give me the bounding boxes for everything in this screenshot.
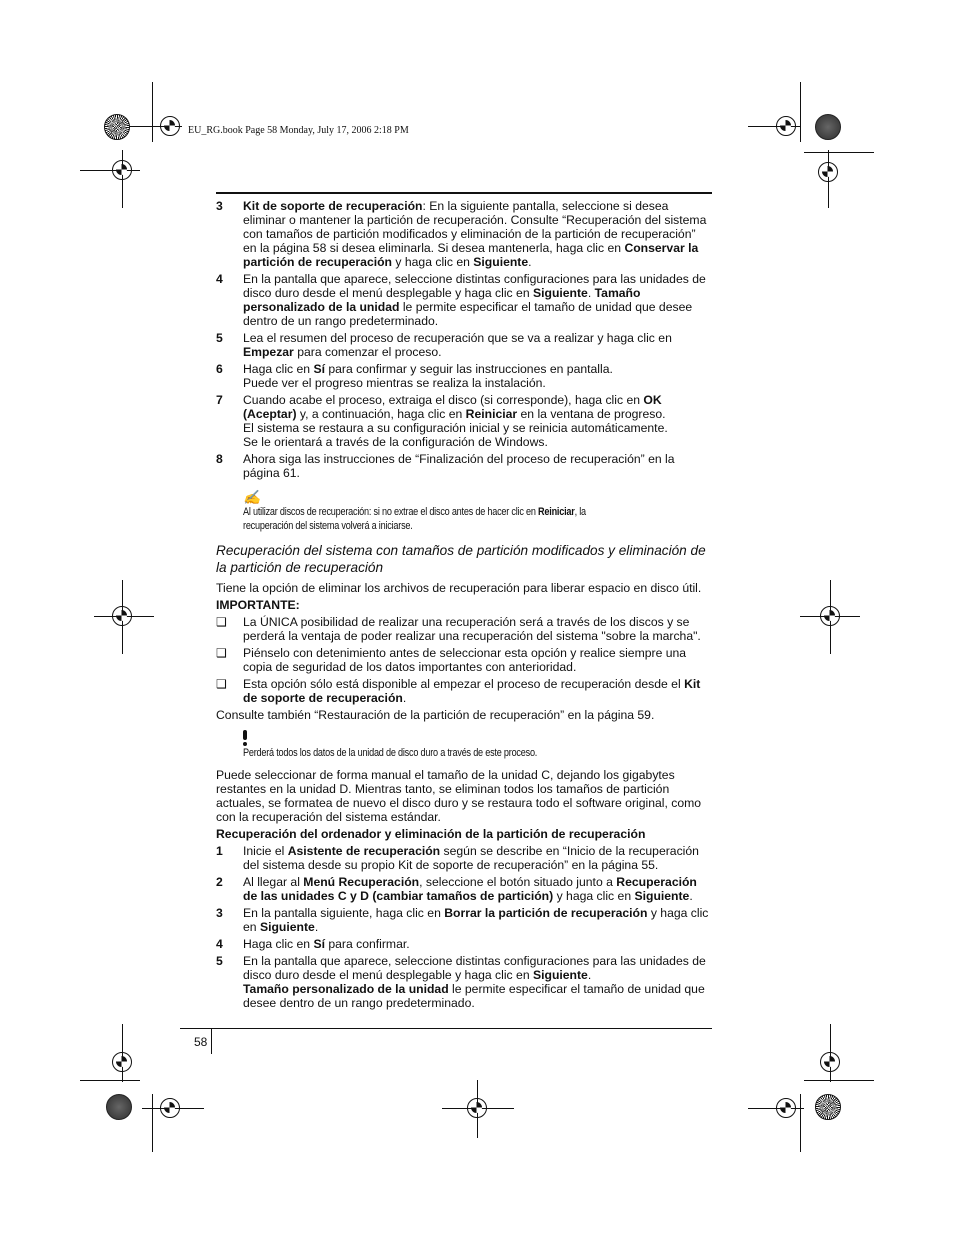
page-content [216, 199, 712, 1013]
registration-target-icon [112, 606, 132, 626]
step-text: Inicie el Asistente de recuperación según se describe en “Inicio de la recuperación del sistema desde su propio Kit de soporte de recuperación” en la página 55. [243, 844, 699, 872]
step-number: 4 [216, 937, 223, 951]
step-item [216, 199, 712, 269]
registration-target-icon [820, 606, 840, 626]
step-item [216, 844, 712, 872]
step-item [216, 393, 712, 449]
step-item [216, 875, 712, 903]
warning-block [243, 730, 712, 760]
registration-target-icon [818, 162, 838, 182]
warning-exclamation-icon [243, 730, 247, 746]
bullet-text: Piénselo con detenimiento antes de seleccionar esta opción y realice siempre una copia de seguridad de los datos importantes con anterioridad. [243, 646, 687, 674]
starburst-mark-icon [104, 114, 130, 140]
section-title: Recuperación del sistema con tamaños de partición modificados y eliminación de la partición de recuperación [216, 543, 706, 575]
print-header: EU_RG.book Page 58 Monday, July 17, 2006 2:18 PM [188, 125, 409, 136]
step-number: 3 [216, 199, 223, 213]
checkbox-bullet-icon: ❑ [216, 646, 227, 660]
bullet-item [216, 615, 712, 643]
step-number: 6 [216, 362, 223, 376]
step-number: 7 [216, 393, 223, 407]
registration-target-icon [776, 1098, 796, 1118]
important-label: IMPORTANTE: [216, 598, 300, 612]
step-item [216, 272, 712, 328]
bullet-item [216, 677, 712, 705]
subsection-heading: Recuperación del ordenador y eliminación de la partición de recuperación [216, 827, 646, 841]
step-number: 4 [216, 272, 223, 286]
steps-list-a [216, 199, 712, 480]
step-text: Kit de soporte de recuperación: En la siguiente pantalla, seleccione si desea eliminar o mantener la partición de recuperación. Consulte “Recuperación del sistema con tamaños de partición modificados y eliminación de la partición de recuperación” en la página 58 si desea eliminarla. Si desea mantenerla, haga clic en Conservar la partición de recuperación y haga clic en Siguiente. [243, 199, 707, 269]
step-text: En la pantalla que aparece, seleccione distintas configuraciones para las unidades de disco duro desde el menú desplegable y haga clic en Siguiente. Tamaño personalizado de la unidad le permite especificar el tamaño de unidad que desee dentro de un rango predeterminado. [243, 954, 706, 1010]
step-text: Lea el resumen del proceso de recuperación que se va a realizar y haga clic en Empezar para comenzar el proceso. [243, 331, 672, 359]
step-item [216, 362, 712, 390]
note-pen-icon: ✍ [243, 489, 261, 505]
step-text: Al llegar al Menú Recuperación, seleccione el botón situado junto a Recuperación de las unidades C y D (cambiar tamaños de partición) y haga clic en Siguiente. [243, 875, 697, 903]
registration-target-icon [776, 116, 796, 136]
starburst-mark-icon [815, 1094, 841, 1120]
registration-target-icon [160, 1098, 180, 1118]
page-number: 58 [194, 1035, 208, 1049]
step-number: 8 [216, 452, 223, 466]
step-text: Ahora siga las instrucciones de “Finalización del proceso de recuperación” en la página 61. [243, 452, 675, 480]
solid-disc-mark-icon [106, 1094, 132, 1120]
step-number: 5 [216, 331, 223, 345]
step-item [216, 331, 712, 359]
checkbox-bullet-icon: ❑ [216, 615, 227, 629]
note-text: Al utilizar discos de recuperación: si no extrae el disco antes de hacer clic en Reiniciar, la recuperación del sistema volverá a iniciarse. [243, 506, 586, 532]
step-text: Haga clic en Sí para confirmar y seguir las instrucciones en pantalla. Puede ver el progreso mientras se realiza la instalación. [243, 362, 613, 390]
bottom-rule [180, 1028, 712, 1029]
bullet-text: Esta opción sólo está disponible al empezar el proceso de recuperación desde el Kit de soporte de recuperación. [243, 677, 701, 705]
warning-text: Perderá todos los datos de la unidad de disco duro a través de este proceso. [243, 747, 538, 759]
registration-target-icon [467, 1098, 487, 1118]
step-text: En la pantalla siguiente, haga clic en Borrar la partición de recuperación y haga clic en Siguiente. [243, 906, 709, 934]
bullets-list [216, 615, 712, 705]
registration-target-icon [160, 116, 180, 136]
registration-target-icon [112, 160, 132, 180]
registration-target-icon [820, 1052, 840, 1072]
intro-paragraph: Tiene la opción de eliminar los archivos de recuperación para liberar espacio en disco útil. [216, 581, 702, 595]
bullet-item [216, 646, 712, 674]
solid-disc-mark-icon [815, 114, 841, 140]
see-also-paragraph: Consulte también “Restauración de la partición de recuperación” en la página 59. [216, 708, 655, 722]
step-number: 3 [216, 906, 223, 920]
bottom-vertical-rule [211, 1028, 212, 1054]
step-text: Cuando acabe el proceso, extraiga el disco (si corresponde), haga clic en OK (Aceptar) y, a continuación, haga clic en Reiniciar en la ventana de progreso. El sistema se restaura a su configuración inicial y se reinicia automáticamente. Se le orientará a través de la configuración de Windows. [243, 393, 668, 449]
step-item [216, 937, 712, 951]
registration-target-icon [112, 1052, 132, 1072]
step-number: 1 [216, 844, 223, 858]
step-text: Haga clic en Sí para confirmar. [243, 937, 410, 951]
step-item [216, 452, 712, 480]
step-text: En la pantalla que aparece, seleccione distintas configuraciones para las unidades de disco duro desde el menú desplegable y haga clic en Siguiente. Tamaño personalizado de la unidad le permite especificar el tamaño de unidad que desee dentro de un rango predeterminado. [243, 272, 706, 328]
step-item [216, 906, 712, 934]
note-block [243, 489, 712, 533]
step-item [216, 954, 712, 1010]
step-number: 2 [216, 875, 223, 889]
steps-list-b [216, 844, 712, 1010]
manual-size-paragraph: Puede seleccionar de forma manual el tamaño de la unidad C, dejando los gigabytes restantes en la unidad D. Mientras tanto, se eliminan todos los tamaños de partición actuales, se formatea de nuevo el disco duro y se restaura todo el software original, como con la recuperación del sistema estándar. [216, 768, 702, 824]
top-rule [216, 192, 712, 194]
step-number: 5 [216, 954, 223, 968]
bullet-text: La ÚNICA posibilidad de realizar una recuperación será a través de los discos y se perderá la ventaja de poder realizar una recuperación del sistema "sobre la marcha". [243, 615, 701, 643]
checkbox-bullet-icon: ❑ [216, 677, 227, 691]
